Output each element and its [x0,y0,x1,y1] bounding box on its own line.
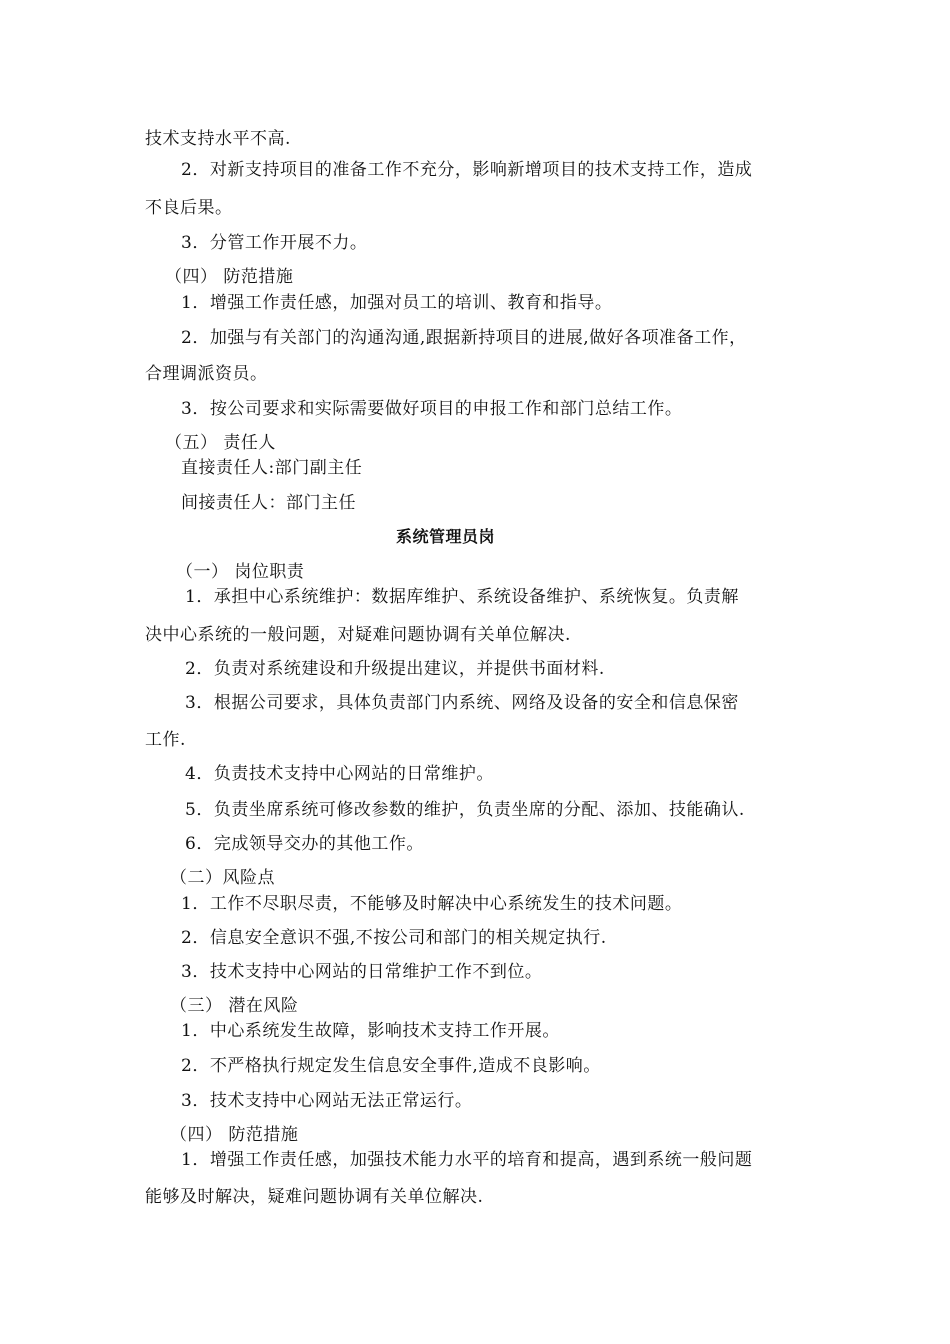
paragraph-line: 合理调派资员。 [145,364,268,384]
list-item-line: 3．根据公司要求，具体负责部门内系统、网络及设备的安全和信息保密 [185,693,739,713]
list-item-line: 5．负责坐席系统可修改参数的维护，负责坐席的分配、添加、技能确认. [185,800,745,820]
list-item-line: 1．增强工作责任感，加强对员工的培训、教育和指导。 [181,293,613,313]
list-item-line: 1．工作不尽职尽责，不能够及时解决中心系统发生的技术问题。 [181,894,683,914]
list-item-line: 2．负责对系统建设和升级提出建议，并提供书面材料. [185,659,605,679]
list-item-line: 6．完成领导交办的其他工作。 [185,834,424,854]
page-title: 系统管理员岗 [396,527,496,546]
section-heading: （四） 防范措施 [165,267,294,287]
section-heading: （四） 防范措施 [170,1125,299,1145]
list-item-line: 3．技术支持中心网站的日常维护工作不到位。 [181,962,543,982]
paragraph-line: 能够及时解决，疑难问题协调有关单位解决. [145,1187,484,1207]
list-item-line: 1．中心系统发生故障，影响技术支持工作开展。 [181,1021,560,1041]
list-item-line: 4．负责技术支持中心网站的日常维护。 [185,764,494,784]
list-item-line: 3．按公司要求和实际需要做好项目的申报工作和部门总结工作。 [181,399,683,419]
paragraph-line: 不良后果。 [145,198,233,218]
section-heading: （二）风险点 [170,868,275,888]
list-item-line: 3．分管工作开展不力。 [181,233,368,253]
list-item-line: 2．加强与有关部门的沟通沟通,跟据新持项目的进展,做好各项准备工作， [181,328,747,348]
paragraph-line: 技术支持水平不高. [145,129,291,149]
list-item-line: 1．承担中心系统维护：数据库维护、系统设备维护、系统恢复。负责解 [185,587,739,607]
list-item-line: 1．增强工作责任感，加强技术能力水平的培育和提高，遇到系统一般问题 [181,1150,753,1170]
section-heading: （五） 责任人 [165,433,276,453]
list-item-line: 3．技术支持中心网站无法正常运行。 [181,1091,473,1111]
paragraph-line: 直接责任人:部门副主任 [181,458,363,478]
paragraph-line: 决中心系统的一般问题，对疑难问题协调有关单位解决. [145,625,571,645]
list-item-line: 2．信息安全意识不强,不按公司和部门的相关规定执行. [181,928,607,948]
section-heading: （三） 潜在风险 [170,996,299,1016]
paragraph-line: 间接责任人：部门主任 [181,493,356,513]
list-item-line: 2．对新支持项目的准备工作不充分，影响新增项目的技术支持工作，造成 [181,160,753,180]
list-item-line: 2．不严格执行规定发生信息安全事件,造成不良影响。 [181,1056,601,1076]
section-heading: （一） 岗位职责 [176,562,305,582]
paragraph-line: 工作. [145,730,186,750]
